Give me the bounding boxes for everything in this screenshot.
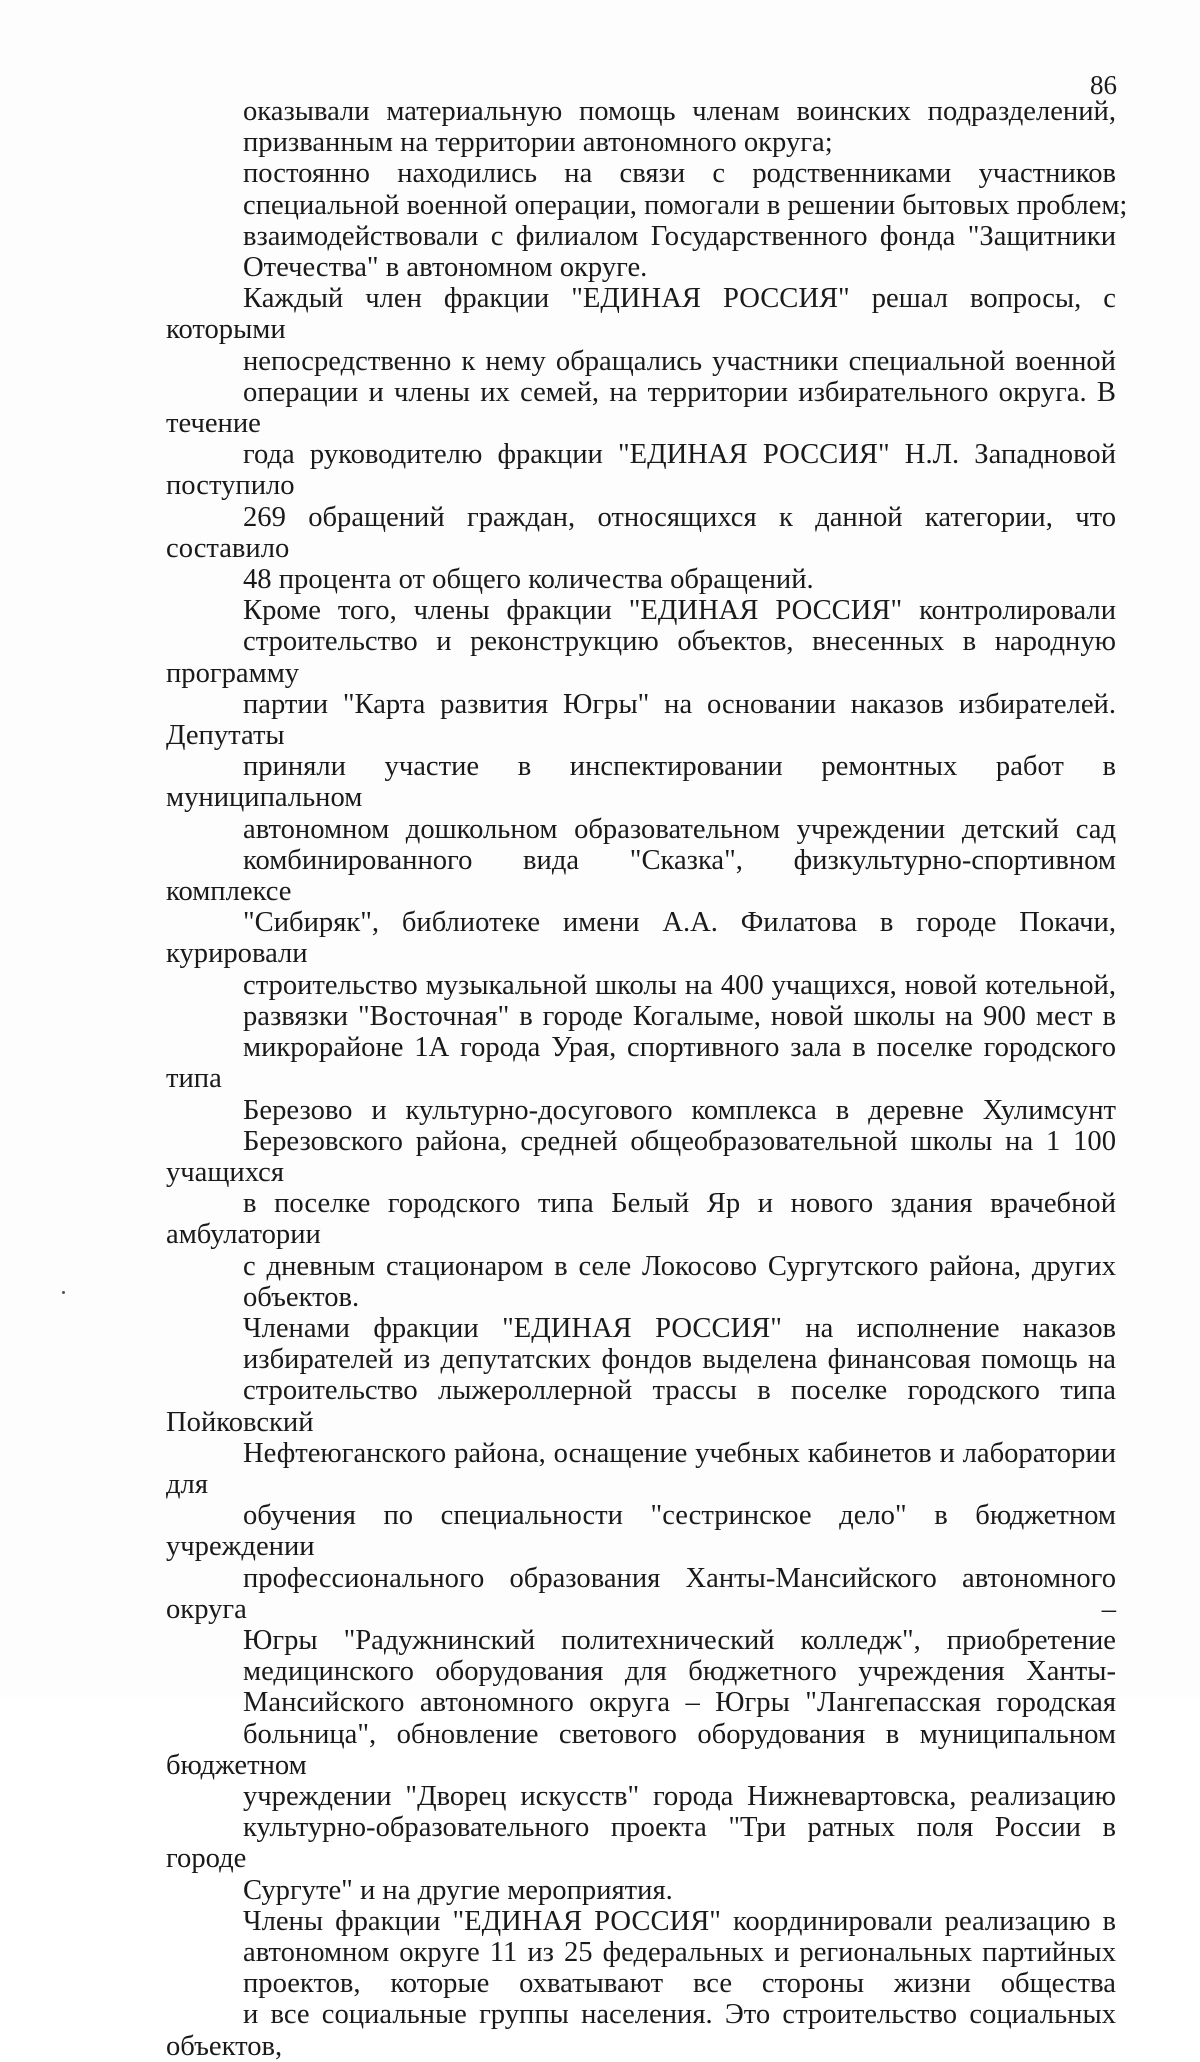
scan-speck — [62, 1291, 65, 1294]
text-line: Сургуте" и на другие мероприятия. — [243, 1874, 673, 1906]
text-line: Березовского района, средней общеобразовательной школы на 1 100 учащихся — [166, 1125, 1116, 1188]
text-line: 269 обращений граждан, относящихся к данной категории, что составило — [166, 501, 1116, 564]
text-line: проектов, которые охватывают все стороны жизни общества — [243, 1968, 1116, 2000]
text-line: избирателей из депутатских фондов выделена финансовая помощь на — [243, 1344, 1116, 1376]
text-line: Отечества" в автономном округе. — [243, 252, 648, 284]
text-line: Кроме того, члены фракции "ЕДИНАЯ РОССИЯ" контролировали — [243, 595, 1116, 627]
text-line: постоянно находились на связи с родственниками участников — [243, 158, 1116, 190]
paragraph — [166, 1906, 1116, 2062]
text-line: развязки "Восточная" в городе Когалыме, новой школы на 900 мест в — [243, 1000, 1116, 1032]
text-line: строительство музыкальной школы на 400 учащихся, новой котельной, — [243, 969, 1116, 1001]
paragraph — [166, 283, 1116, 595]
paragraph — [166, 96, 1116, 158]
text-line: с дневным стационаром в селе Локосово Сургутского района, других — [243, 1250, 1116, 1282]
paragraph — [166, 221, 1116, 283]
text-line: призванным на территории автономного округа; — [243, 127, 833, 159]
text-line: и все социальные группы населения. Это строительство социальных объектов, — [166, 1999, 1116, 2062]
text-line: Членами фракции "ЕДИНАЯ РОССИЯ" на исполнение наказов — [243, 1312, 1116, 1344]
text-line: специальной военной операции, помогали в решении бытовых проблем; — [243, 189, 1128, 221]
text-line: взаимодействовали с филиалом Государственного фонда "Защитники — [243, 220, 1116, 252]
text-line: года руководителю фракции "ЕДИНАЯ РОССИЯ" Н.Л. Западновой поступило — [166, 439, 1116, 502]
text-line: непосредственно к нему обращались участники специальной военной — [243, 345, 1116, 377]
text-line: Березово и культурно-досугового комплекса в деревне Хулимсунт — [243, 1094, 1116, 1126]
text-line: оказывали материальную помощь членам воинских подразделений, — [243, 96, 1116, 127]
paragraph — [166, 595, 1116, 1313]
text-line: Нефтеюганского района, оснащение учебных кабинетов и лаборатории для — [166, 1437, 1116, 1500]
paragraph — [166, 1313, 1116, 1906]
text-line: обучения по специальности "сестринское дело" в бюджетном учреждении — [166, 1500, 1116, 1563]
text-line: операции и члены их семей, на территории избирательного округа. В течение — [166, 376, 1116, 440]
text-line: приняли участие в инспектировании ремонтных работ в муниципальном — [166, 751, 1116, 814]
text-line: Члены фракции "ЕДИНАЯ РОССИЯ" координировали реализацию в — [243, 1905, 1116, 1937]
page-number: 86 — [1090, 70, 1117, 100]
text-line: профессионального образования Ханты-Мансийского автономного округа – — [166, 1562, 1116, 1625]
text-line: строительство лыжероллерной трассы в поселке городского типа Пойковский — [166, 1375, 1116, 1438]
body-text — [166, 96, 1128, 2062]
text-line: строительство и реконструкцию объектов, внесенных в народную программу — [166, 626, 1116, 689]
text-line: Мансийского автономного округа – Югры "Лангепасская городская — [243, 1687, 1116, 1719]
text-line: автономном округе 11 из 25 федеральных и региональных партийных — [243, 1936, 1116, 1968]
text-line: Югры "Радужнинский политехнический колледж", приобретение — [243, 1624, 1116, 1656]
text-line: "Сибиряк", библиотеке имени А.А. Филатова в городе Покачи, курировали — [166, 907, 1116, 970]
paragraph — [166, 158, 1128, 221]
text-line: учреждении "Дворец искусств" города Нижневартовска, реализацию — [243, 1780, 1116, 1812]
text-line: автономном дошкольном образовательном учреждении детский сад — [243, 813, 1116, 845]
text-line: в поселке городского типа Белый Яр и нового здания врачебной амбулатории — [166, 1188, 1116, 1251]
text-line: культурно-образовательного проекта "Три ратных поля России в городе — [166, 1812, 1116, 1875]
text-line: больница", обновление светового оборудования в муниципальном бюджетном — [166, 1718, 1116, 1781]
text-line: медицинского оборудования для бюджетного учреждения Ханты- — [243, 1656, 1116, 1688]
text-line: Каждый член фракции "ЕДИНАЯ РОССИЯ" решал вопросы, с которыми — [166, 283, 1116, 346]
text-line: комбинированного вида "Сказка", физкультурно-спортивном комплексе — [166, 844, 1116, 908]
text-line: микрорайоне 1А города Урая, спортивного зала в поселке городского типа — [166, 1032, 1116, 1095]
text-line: 48 процента от общего количества обращений. — [243, 564, 814, 596]
text-line: партии "Карта развития Югры" на основании наказов избирателей. Депутаты — [166, 688, 1116, 752]
text-line: объектов. — [243, 1281, 360, 1313]
